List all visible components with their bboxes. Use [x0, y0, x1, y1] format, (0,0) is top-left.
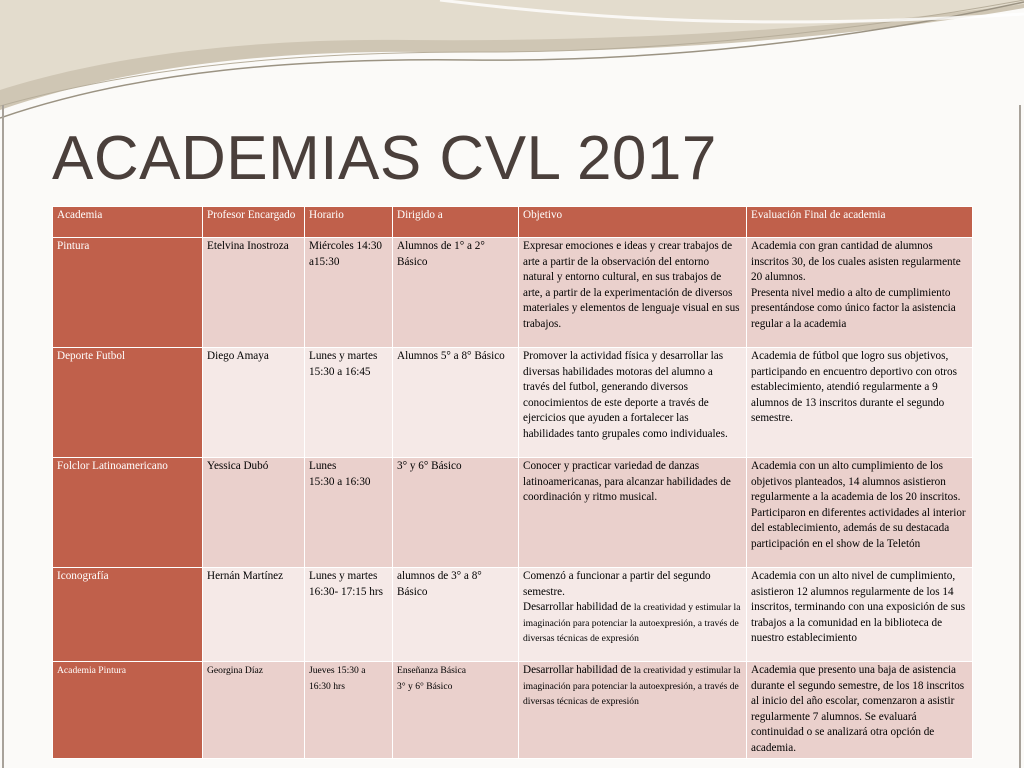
cell-evaluacion: Academia de fútbol que logro sus objetivos, participando en encuentro deportivo con otros establecimiento, atendió regularmente a 9 alumnos de 13 inscritos durante el segundo semestre. — [747, 348, 973, 458]
cell-profesor: Hernán Martínez — [203, 568, 305, 662]
academias-table-container — [52, 206, 972, 759]
cell-dirigido: Alumnos 5° a 8° Básico — [393, 348, 519, 458]
cell-objetivo: Conocer y practicar variedad de danzas latinoamericanas, para alcanzar habilidades de coordinación y ritmo musical. — [519, 458, 747, 568]
cell-dirigido: Alumnos de 1° a 2° Básico — [393, 238, 519, 348]
table-row — [53, 662, 973, 759]
cell-objetivo — [519, 568, 747, 662]
cell-objetivo: Expresar emociones e ideas y crear trabajos de arte a partir de la observación del entorno natural y entorno cultural, en sus trabajos de arte, a partir de la experimentación de diversos materiales y elementos de lenguaje visual en sus trabajos. — [519, 238, 747, 348]
column-header-horario: Horario — [305, 207, 393, 238]
cell-evaluacion — [747, 238, 973, 348]
evaluacion-text-2: Presenta nivel medio a alto de cumplimiento presentándose como único factor la asistencia regular a la academia — [751, 286, 956, 330]
table-header-row — [53, 207, 973, 238]
column-header-objetivo: Objetivo — [519, 207, 747, 238]
left-border-line — [2, 105, 4, 768]
objetivo-text-1: Comenzó a funcionar a partir del segundo semestre. — [523, 570, 711, 598]
table-row — [53, 348, 973, 458]
decorative-swoosh — [0, 0, 1024, 120]
cell-objetivo — [519, 662, 747, 759]
horario-day: Lunes — [309, 460, 337, 472]
cell-horario — [305, 458, 393, 568]
cell-dirigido: alumnos de 3° a 8° Básico — [393, 568, 519, 662]
cell-profesor: Etelvina Inostroza — [203, 238, 305, 348]
evaluacion-text-1: Academia con gran cantidad de alumnos inscritos 30, de los cuales asisten regularmente 20 alumnos. — [751, 240, 961, 284]
cell-academia: Iconografía — [53, 568, 203, 662]
academias-table — [52, 206, 973, 759]
table-row — [53, 568, 973, 662]
cell-evaluacion: Academia con un alto cumplimiento de los objetivos planteados, 14 alumnos asistieron regularmente a la academia de los 20 inscritos. Participaron en diferentes actividades al interior del establecimiento, además de su destacada participación en el show de la Teletón — [747, 458, 973, 568]
column-header-academia: Academia — [53, 207, 203, 238]
right-border-line — [1019, 105, 1021, 768]
cell-horario: Jueves 15:30 a 16:30 hrs — [305, 662, 393, 759]
cell-academia: Folclor Latinoamericano — [53, 458, 203, 568]
horario-time: 15:30 a 16:30 — [309, 475, 371, 488]
dirigido-text-2: 3° y 6° Básico — [397, 680, 453, 692]
cell-objetivo: Promover la actividad física y desarrollar las diversas habilidades motoras del alumno a través del futbol, generando diversos conocimientos de este deporte a través de ejercicios que ayuden a fortalecer las habilidades tanto grupales como individuales. — [519, 348, 747, 458]
column-header-dirigido: Dirigido a — [393, 207, 519, 238]
cell-dirigido: 3° y 6° Básico — [393, 458, 519, 568]
cell-horario: Lunes y martes 15:30 a 16:45 — [305, 348, 393, 458]
dirigido-text-1: Enseñanza Básica — [397, 665, 466, 676]
cell-dirigido — [393, 662, 519, 759]
cell-profesor: Diego Amaya — [203, 348, 305, 458]
slide-title: ACADEMIAS CVL 2017 — [52, 124, 717, 193]
cell-evaluacion: Academia que presento una baja de asistencia durante el segundo semestre, de los 18 inscritos al inicio del año escolar, comenzaron a asistir regularmente 7 alumnos. Se evaluará continuidad o se analizará otra opción de academia. — [747, 662, 973, 759]
cell-horario: Miércoles 14:30 a15:30 — [305, 238, 393, 348]
table-row — [53, 458, 973, 568]
objetivo-text-2a: Desarrollar habilidad de — [523, 601, 634, 614]
cell-horario: Lunes y martes 16:30- 17:15 hrs — [305, 568, 393, 662]
cell-profesor: Yessica Dubó — [203, 458, 305, 568]
column-header-evaluacion: Evaluación Final de academia — [747, 207, 973, 238]
column-header-profesor: Profesor Encargado — [203, 207, 305, 238]
objetivo-text-b: la creatividad y estimular la imaginación para potenciar la autoexpresión, a través de diversas técnicas de expresión — [523, 665, 741, 708]
cell-academia: Pintura — [53, 238, 203, 348]
table-row — [53, 238, 973, 348]
cell-academia: Deporte Futbol — [53, 348, 203, 458]
cell-evaluacion: Academia con un alto nivel de cumplimiento, asistieron 12 alumnos regularmente de los 14 inscritos, terminando con una exposición de sus trabajos a la comunidad en la biblioteca de nuestro establecimiento — [747, 568, 973, 662]
objetivo-text-2b: la creatividad y estimular la imaginación para potenciar la autoexpresión, a través de diversas técnicas de expresión — [523, 602, 741, 645]
cell-profesor: Georgina Díaz — [203, 662, 305, 759]
cell-academia: Academia Pintura — [53, 662, 203, 759]
objetivo-text-a: Desarrollar habilidad de — [523, 664, 634, 676]
